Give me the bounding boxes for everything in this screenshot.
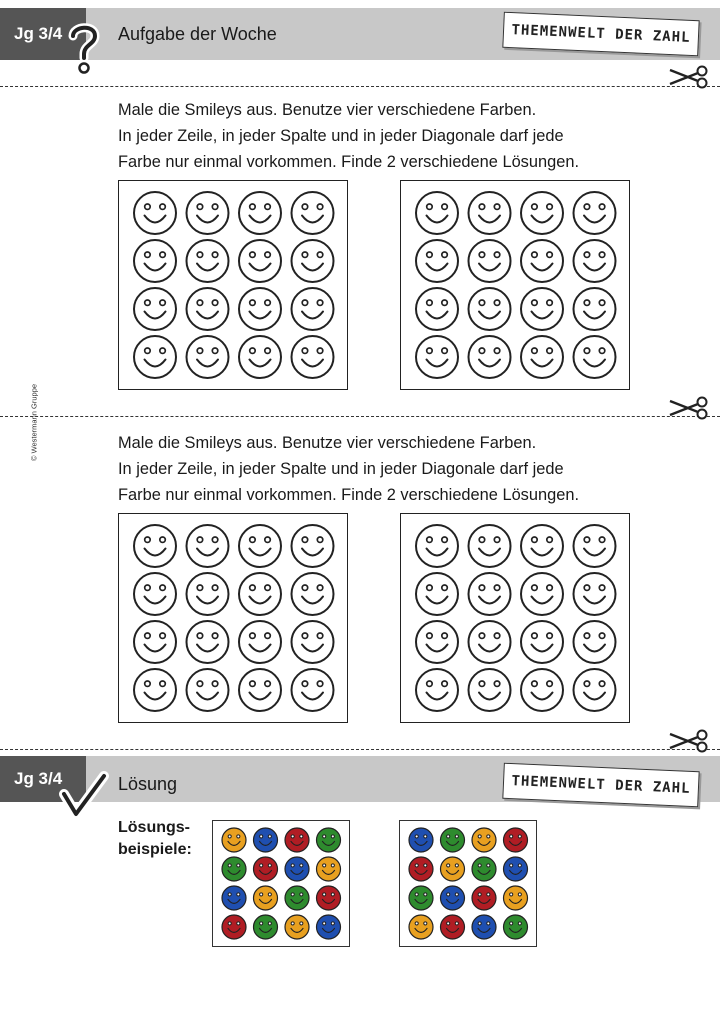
- task-instruction-line: In jeder Zeile, in jeder Spalte und in jeder Diagonale darf jede: [118, 127, 564, 145]
- smiley-icon: [409, 857, 433, 881]
- solution-grid-a: [212, 820, 350, 947]
- smiley-icon: [285, 857, 309, 881]
- smiley-icon: [521, 621, 563, 663]
- brand-stamp: THEMENWELT DER ZAHL: [502, 763, 699, 808]
- smiley-icon: [521, 669, 563, 711]
- smiley-icon: [285, 828, 309, 852]
- smiley-icon: [134, 288, 176, 330]
- smiley-icon: [134, 240, 176, 282]
- smiley-icon: [254, 828, 278, 852]
- smiley-icon: [472, 915, 496, 939]
- smiley-icon: [469, 240, 511, 282]
- cut-line: [0, 749, 720, 750]
- smiley-icon: [574, 573, 616, 615]
- smiley-icon: [187, 288, 229, 330]
- smiley-icon: [469, 192, 511, 234]
- smiley-icon: [187, 621, 229, 663]
- task-instruction-line: In jeder Zeile, in jeder Spalte und in jeder Diagonale darf jede: [118, 460, 564, 478]
- smiley-icon: [239, 336, 281, 378]
- smiley-icon: [469, 288, 511, 330]
- smiley-icon: [416, 336, 458, 378]
- smiley-icon: [521, 288, 563, 330]
- cut-line: [0, 86, 720, 87]
- task-instruction-line: Farbe nur einmal vorkommen. Finde 2 verschiedene Lösungen.: [118, 486, 580, 504]
- smiley-icon: [134, 621, 176, 663]
- solution-label-line: beispiele:: [118, 841, 192, 858]
- smiley-icon: [416, 240, 458, 282]
- task-instruction-line: Farbe nur einmal vorkommen. Finde 2 verschiedene Lösungen.: [118, 153, 580, 171]
- smiley-icon: [574, 192, 616, 234]
- smiley-icon: [285, 915, 309, 939]
- cut-line: [0, 416, 720, 417]
- smiley-icon: [416, 669, 458, 711]
- smiley-grid[interactable]: [400, 180, 630, 390]
- smiley-icon: [239, 621, 281, 663]
- checkmark-icon: [58, 770, 110, 822]
- smiley-icon: [239, 525, 281, 567]
- smiley-grid[interactable]: [118, 513, 348, 723]
- grade-tag: Jg 3/4: [0, 756, 86, 802]
- smiley-icon: [222, 857, 246, 881]
- smiley-icon: [187, 192, 229, 234]
- smiley-icon: [285, 886, 309, 910]
- smiley-icon: [292, 336, 334, 378]
- smiley-icon: [292, 288, 334, 330]
- smiley-icon: [187, 240, 229, 282]
- smiley-icon: [472, 857, 496, 881]
- scissors-icon: [668, 728, 710, 754]
- smiley-icon: [187, 573, 229, 615]
- smiley-icon: [292, 240, 334, 282]
- smiley-icon: [441, 886, 465, 910]
- smiley-icon: [239, 288, 281, 330]
- smiley-icon: [317, 828, 341, 852]
- scissors-icon: [668, 64, 710, 90]
- smiley-icon: [574, 621, 616, 663]
- smiley-icon: [222, 828, 246, 852]
- smiley-icon: [409, 828, 433, 852]
- question-mark-icon: [66, 22, 102, 76]
- scissors-icon: [668, 395, 710, 421]
- smiley-icon: [254, 857, 278, 881]
- smiley-icon: [441, 828, 465, 852]
- task-instruction-line: Male die Smileys aus. Benutze vier verschiedene Farben.: [118, 434, 537, 452]
- smiley-icon: [574, 525, 616, 567]
- smiley-icon: [134, 336, 176, 378]
- smiley-icon: [416, 525, 458, 567]
- page-title: Aufgabe der Woche: [118, 24, 277, 44]
- smiley-icon: [317, 857, 341, 881]
- smiley-grid[interactable]: [118, 180, 348, 390]
- smiley-icon: [239, 240, 281, 282]
- smiley-icon: [574, 336, 616, 378]
- smiley-icon: [574, 669, 616, 711]
- smiley-icon: [292, 573, 334, 615]
- smiley-icon: [222, 915, 246, 939]
- smiley-icon: [292, 192, 334, 234]
- smiley-icon: [187, 525, 229, 567]
- smiley-icon: [416, 288, 458, 330]
- smiley-icon: [416, 573, 458, 615]
- smiley-icon: [292, 525, 334, 567]
- smiley-icon: [469, 669, 511, 711]
- solution-title: Lösung: [118, 774, 178, 794]
- smiley-icon: [521, 336, 563, 378]
- smiley-icon: [292, 669, 334, 711]
- brand-stamp: THEMENWELT DER ZAHL: [502, 12, 699, 57]
- smiley-icon: [472, 828, 496, 852]
- smiley-icon: [134, 669, 176, 711]
- smiley-icon: [469, 573, 511, 615]
- smiley-icon: [239, 669, 281, 711]
- smiley-icon: [409, 915, 433, 939]
- smiley-icon: [317, 915, 341, 939]
- smiley-icon: [254, 886, 278, 910]
- solution-label-line: Lösungs-: [118, 819, 190, 836]
- smiley-icon: [521, 525, 563, 567]
- smiley-icon: [441, 915, 465, 939]
- smiley-icon: [574, 240, 616, 282]
- smiley-icon: [504, 915, 528, 939]
- smiley-icon: [134, 573, 176, 615]
- smiley-icon: [409, 886, 433, 910]
- grade-tag: Jg 3/4: [0, 8, 86, 60]
- smiley-icon: [574, 288, 616, 330]
- smiley-icon: [416, 192, 458, 234]
- smiley-icon: [504, 828, 528, 852]
- task-instruction-line: Male die Smileys aus. Benutze vier verschiedene Farben.: [118, 101, 537, 119]
- smiley-icon: [521, 240, 563, 282]
- smiley-icon: [521, 192, 563, 234]
- smiley-icon: [504, 857, 528, 881]
- smiley-icon: [472, 886, 496, 910]
- smiley-grid[interactable]: [400, 513, 630, 723]
- smiley-icon: [416, 621, 458, 663]
- smiley-icon: [222, 886, 246, 910]
- smiley-icon: [134, 192, 176, 234]
- smiley-icon: [317, 886, 341, 910]
- smiley-icon: [469, 621, 511, 663]
- smiley-icon: [292, 621, 334, 663]
- solution-label: [118, 817, 192, 861]
- smiley-icon: [441, 857, 465, 881]
- smiley-icon: [239, 192, 281, 234]
- smiley-icon: [187, 669, 229, 711]
- smiley-icon: [239, 573, 281, 615]
- copyright-note: © Westermann Gruppe: [29, 383, 39, 462]
- smiley-icon: [469, 525, 511, 567]
- smiley-icon: [134, 525, 176, 567]
- smiley-icon: [469, 336, 511, 378]
- smiley-icon: [504, 886, 528, 910]
- smiley-icon: [521, 573, 563, 615]
- smiley-icon: [254, 915, 278, 939]
- solution-grid-b: [399, 820, 537, 947]
- smiley-icon: [187, 336, 229, 378]
